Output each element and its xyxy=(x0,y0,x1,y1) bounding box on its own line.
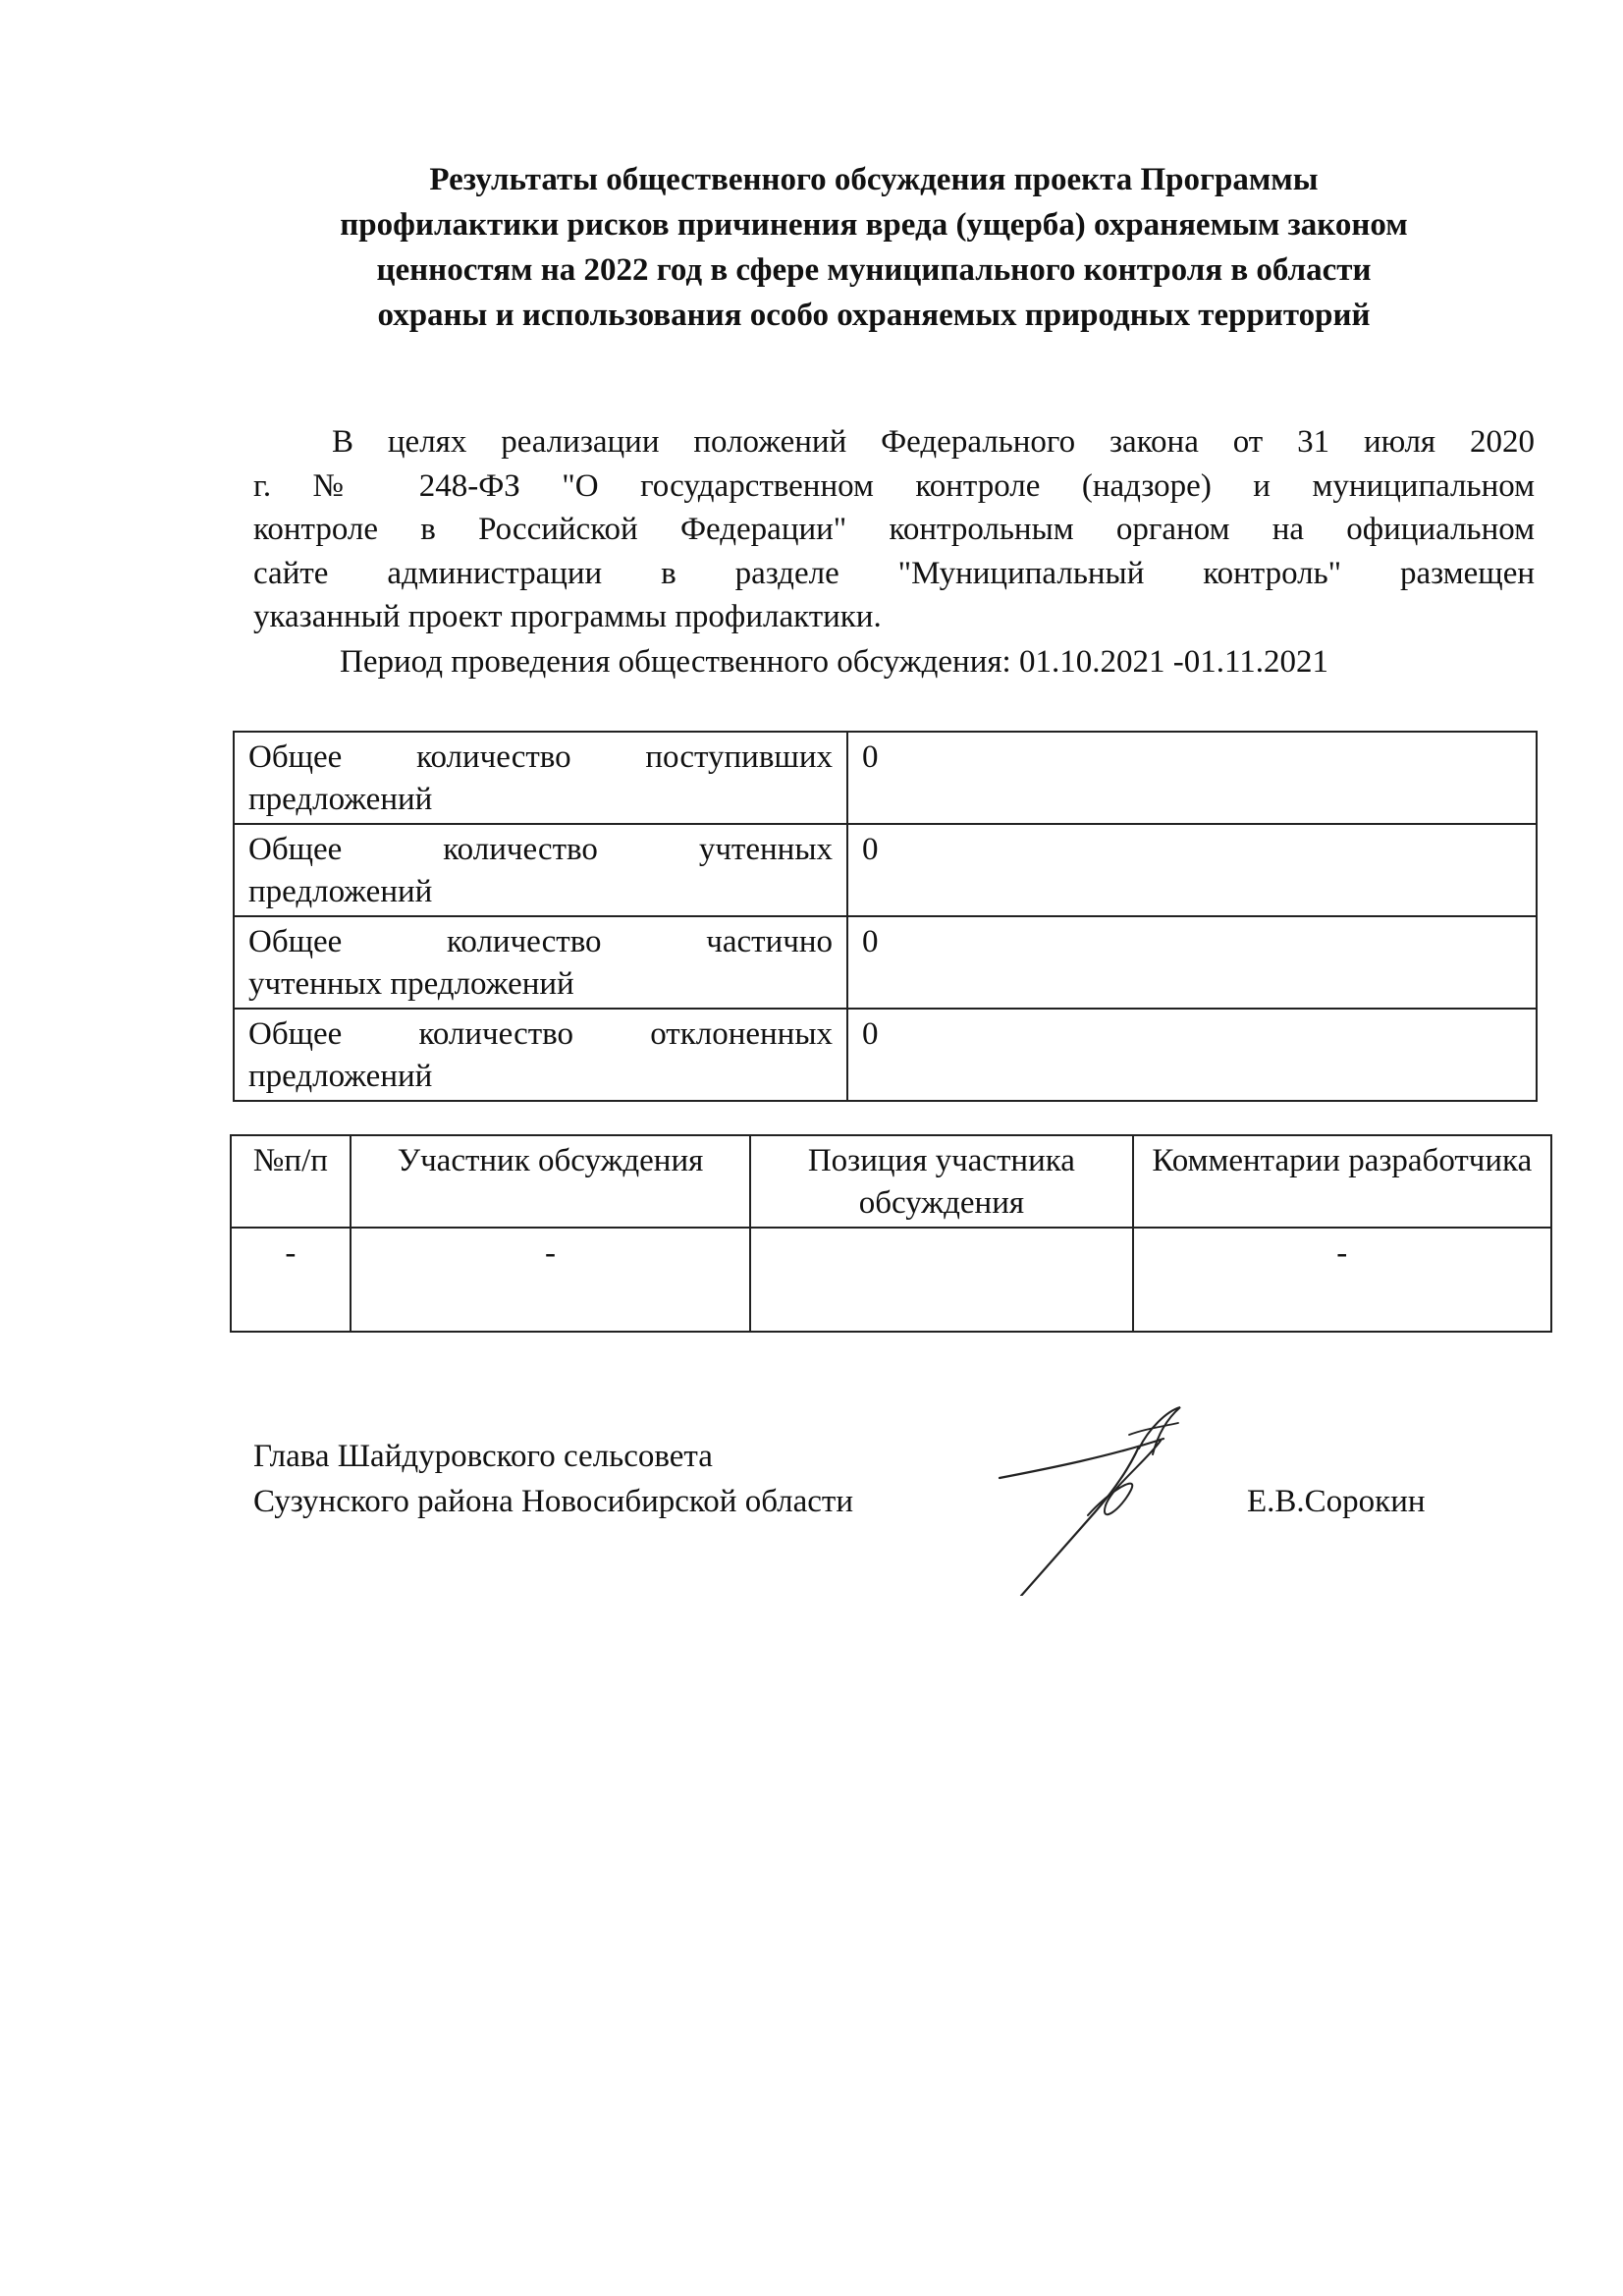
stats-label-line: Общее количество отклоненных xyxy=(248,1016,833,1052)
intro-line: указанный проект программы профилактики. xyxy=(253,599,882,634)
stats-label-line: учтенных предложений xyxy=(248,966,574,1002)
stats-label-line: предложений xyxy=(248,782,433,817)
intro-line: В целях реализации положений Федерального закона от 31 июля 2020 xyxy=(332,424,1535,460)
stats-label-line: Общее количество частично xyxy=(248,924,833,959)
cell-participant: - xyxy=(351,1228,750,1332)
intro-line: г. № 248-ФЗ "О государственном контроле (надзоре) и муниципальном xyxy=(253,467,1535,504)
intro-paragraph xyxy=(253,420,1535,639)
column-header-participant: Участник обсуждения xyxy=(351,1135,750,1228)
signatory-position-line: Глава Шайдуровского сельсовета xyxy=(253,1439,713,1474)
title-line: ценностям на 2022 год в сфере муниципального контроля в области xyxy=(376,252,1372,288)
intro-line: сайте администрации в разделе "Муниципальный контроль" размещен xyxy=(253,555,1535,591)
stats-label xyxy=(234,916,847,1009)
title-line: профилактики рисков причинения вреда (ущерба) охраняемым законом xyxy=(340,207,1408,243)
stats-label-line: предложений xyxy=(248,874,433,909)
title-line: охраны и использования особо охраняемых природных территорий xyxy=(377,298,1371,333)
table-row xyxy=(234,732,1537,824)
cell-number: - xyxy=(231,1228,351,1332)
column-header-comments: Комментарии разработчика xyxy=(1133,1135,1551,1228)
signatory-position-line: Сузунского района Новосибирской области xyxy=(253,1484,854,1519)
stats-label-line: Общее количество поступивших xyxy=(248,739,833,775)
table-header-row xyxy=(231,1135,1551,1228)
table-row xyxy=(234,1009,1537,1101)
stats-value: 0 xyxy=(847,916,1537,1009)
proposals-stats-table xyxy=(233,731,1538,1102)
table-row xyxy=(231,1228,1551,1332)
stats-value: 0 xyxy=(847,824,1537,916)
stats-value: 0 xyxy=(847,732,1537,824)
table-row xyxy=(234,824,1537,916)
document-title xyxy=(236,157,1512,338)
signatory-position xyxy=(253,1434,853,1524)
stats-label-line: Общее количество учтенных xyxy=(248,832,833,867)
discussion-period: Период проведения общественного обсуждения: 01.10.2021 -01.11.2021 xyxy=(340,644,1328,680)
participants-table xyxy=(230,1134,1552,1333)
stats-label-line: предложений xyxy=(248,1059,433,1094)
stats-label xyxy=(234,732,847,824)
signatory-name: Е.В.Сорокин xyxy=(1247,1484,1426,1519)
intro-line: контроле в Российской Федерации" контрольным органом на официальном xyxy=(253,512,1535,547)
column-header-number: №п/п xyxy=(231,1135,351,1228)
handwritten-signature xyxy=(992,1399,1227,1596)
column-header-position: Позиция участника обсуждения xyxy=(750,1135,1132,1228)
stats-value: 0 xyxy=(847,1009,1537,1101)
cell-comments: - xyxy=(1133,1228,1551,1332)
cell-position xyxy=(750,1228,1132,1332)
table-row xyxy=(234,916,1537,1009)
title-line: Результаты общественного обсуждения проекта Программы xyxy=(429,162,1319,197)
stats-label xyxy=(234,1009,847,1101)
stats-label xyxy=(234,824,847,916)
